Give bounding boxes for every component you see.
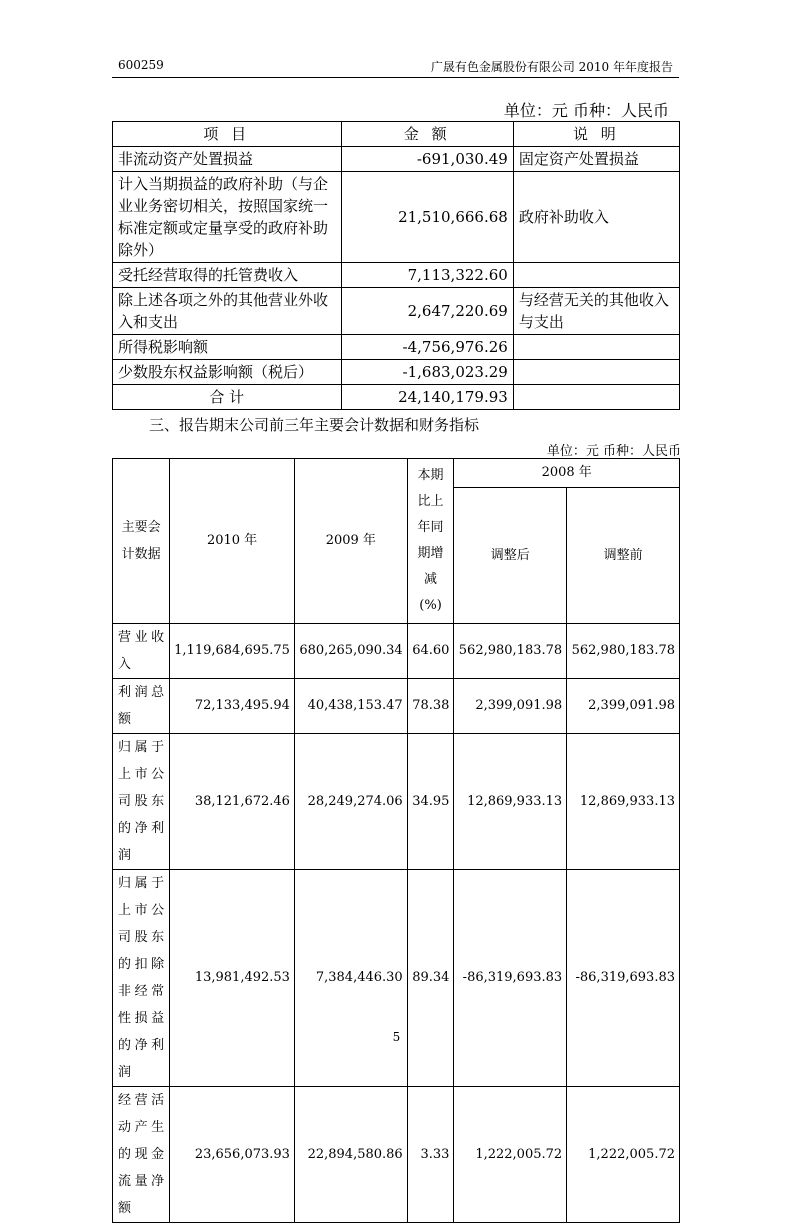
- row-note: [513, 360, 679, 385]
- row-note: [513, 263, 679, 288]
- table-row: [113, 263, 680, 288]
- row-item: 利润总额: [113, 679, 170, 734]
- row-2010: 23,656,073.93: [170, 1087, 295, 1223]
- row-item: 营业收入: [113, 624, 170, 679]
- row-item: 经营活动产生的现金流量净额: [113, 1087, 170, 1223]
- row-2009: 28,249,274.06: [294, 734, 407, 870]
- table2-header-adjusted-after: 调整后: [454, 488, 567, 624]
- table-row: [113, 335, 680, 360]
- table1-header-note: 说 明: [513, 122, 679, 147]
- table1-header-item: 项 目: [113, 122, 342, 147]
- row-2010: 72,133,495.94: [170, 679, 295, 734]
- row-note: [513, 335, 679, 360]
- row-2008-after: -86,319,693.83: [454, 870, 567, 1087]
- row-change: 34.95: [407, 734, 454, 870]
- table2-header-2010: 2010 年: [170, 459, 295, 624]
- row-2010: 1,119,684,695.75: [170, 624, 295, 679]
- row-item: 计入当期损益的政府补助（与企业业务密切相关，按照国家统一标准定额或定量享受的政府补助除外）: [113, 172, 342, 263]
- row-2008-after: 1,222,005.72: [454, 1087, 567, 1223]
- total-label: 合 计: [113, 385, 342, 410]
- row-2008-before: 1,222,005.72: [567, 1087, 680, 1223]
- report-title: 广晟有色金属股份有限公司 2010 年年度报告: [430, 60, 673, 74]
- table-total-row: [113, 385, 680, 410]
- row-amount: -1,683,023.29: [341, 360, 513, 385]
- row-note: [513, 385, 679, 410]
- header-divider: [112, 77, 679, 78]
- table-row: [113, 624, 680, 679]
- row-amount: 2,647,220.69: [341, 288, 513, 335]
- table-row: [113, 147, 680, 172]
- row-2008-after: 2,399,091.98: [454, 679, 567, 734]
- row-2008-before: 2,399,091.98: [567, 679, 680, 734]
- stock-code: 600259: [118, 58, 164, 72]
- table2-header-2008: 2008 年: [454, 459, 680, 488]
- row-change: 89.34: [407, 870, 454, 1087]
- key-financial-data-table: [112, 458, 680, 1223]
- row-item: 归属于上市公司股东的扣除非经常性损益的净利润: [113, 870, 170, 1087]
- row-2010: 13,981,492.53: [170, 870, 295, 1087]
- row-change: 78.38: [407, 679, 454, 734]
- row-2009: 680,265,090.34: [294, 624, 407, 679]
- row-2008-after: 562,980,183.78: [454, 624, 567, 679]
- row-item: 非流动资产处置损益: [113, 147, 342, 172]
- row-2009: 40,438,153.47: [294, 679, 407, 734]
- row-change: 64.60: [407, 624, 454, 679]
- row-2008-before: 562,980,183.78: [567, 624, 680, 679]
- total-amount: 24,140,179.93: [341, 385, 513, 410]
- table2-header-adjusted-before: 调整前: [567, 488, 680, 624]
- table-row: [113, 734, 680, 870]
- row-amount: 21,510,666.68: [341, 172, 513, 263]
- section-title: 三、报告期末公司前三年主要会计数据和财务指标: [149, 416, 480, 434]
- row-2008-before: 12,869,933.13: [567, 734, 680, 870]
- table2-header-2009: 2009 年: [294, 459, 407, 624]
- table-row: [113, 870, 680, 1087]
- table1-header-row: [113, 122, 680, 147]
- row-item: 受托经营取得的托管费收入: [113, 263, 342, 288]
- table2-header-item: 主要会计数据: [113, 459, 170, 624]
- row-2008-before: -86,319,693.83: [567, 870, 680, 1087]
- table2-header-change: 本期比上年同期增减(%): [407, 459, 454, 624]
- table1-unit: 单位：元 币种：人民币: [503, 101, 669, 120]
- row-amount: -4,756,976.26: [341, 335, 513, 360]
- row-amount: -691,030.49: [341, 147, 513, 172]
- row-2010: 38,121,672.46: [170, 734, 295, 870]
- row-2008-after: 12,869,933.13: [454, 734, 567, 870]
- row-change: 3.33: [407, 1087, 454, 1223]
- table2-unit: 单位：元 币种：人民币: [546, 444, 681, 459]
- table-row: [113, 1087, 680, 1223]
- row-amount: 7,113,322.60: [341, 263, 513, 288]
- row-2009: 7,384,446.30: [294, 870, 407, 1087]
- row-note: 固定资产处置损益: [513, 147, 679, 172]
- row-item: 所得税影响额: [113, 335, 342, 360]
- table-row: [113, 360, 680, 385]
- table-row: [113, 172, 680, 263]
- row-item: 归属于上市公司股东的净利润: [113, 734, 170, 870]
- row-2009: 22,894,580.86: [294, 1087, 407, 1223]
- non-recurring-items-table: [112, 121, 680, 410]
- row-note: 政府补助收入: [513, 172, 679, 263]
- table2-header-row: [113, 459, 680, 488]
- row-note: 与经营无关的其他收入与支出: [513, 288, 679, 335]
- row-item: 除上述各项之外的其他营业外收入和支出: [113, 288, 342, 335]
- table-row: [113, 679, 680, 734]
- page-number: 5: [392, 1030, 401, 1044]
- table-row: [113, 288, 680, 335]
- table1-header-amount: 金 额: [341, 122, 513, 147]
- row-item: 少数股东权益影响额（税后）: [113, 360, 342, 385]
